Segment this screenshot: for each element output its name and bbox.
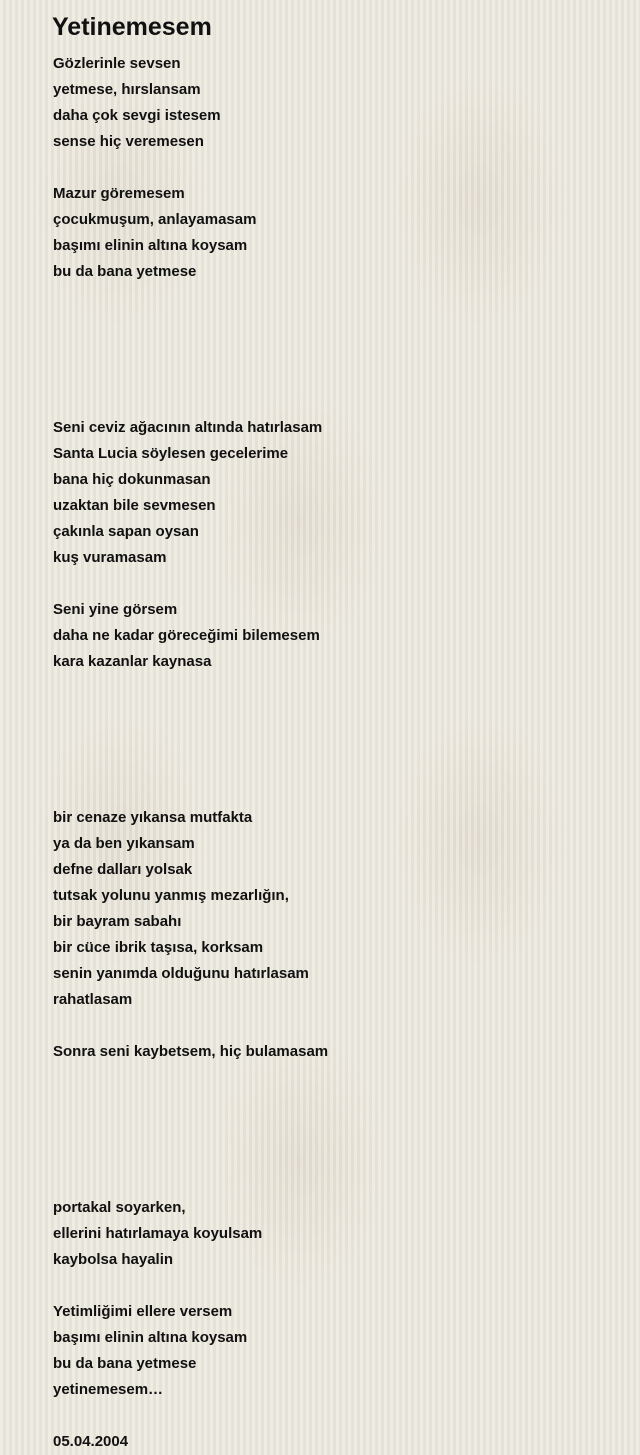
stanza-spacer	[53, 1169, 613, 1195]
stanza	[53, 1299, 613, 1403]
poem-title: Yetinemesem	[52, 13, 212, 41]
poem-line: çocukmuşum, anlayamasam	[53, 211, 257, 228]
stanza	[53, 597, 613, 675]
section-spacer	[53, 675, 613, 779]
poem-line: senin yanımda olduğunu hatırlasam	[53, 965, 309, 982]
poem-line: başımı elinin altına koysam	[53, 1329, 248, 1346]
poem-line: bana hiç dokunmasan	[53, 471, 211, 488]
poem-body	[53, 51, 613, 1455]
stanza-spacer	[53, 571, 613, 597]
date-stanza	[53, 1429, 613, 1455]
section-spacer	[53, 285, 613, 389]
stanza-spacer	[53, 389, 613, 415]
poem-line: başımı elinin altına koysam	[53, 237, 248, 254]
poem-line: çakınla sapan oysan	[53, 523, 199, 540]
stanza-spacer	[53, 1013, 613, 1039]
poem-line: Seni ceviz ağacının altında hatırlasam	[53, 419, 323, 436]
poem-line: Mazur göremesem	[53, 185, 185, 202]
poem-line: Sonra seni kaybetsem, hiç bulamasam	[53, 1043, 329, 1060]
poem-date: 05.04.2004	[53, 1433, 129, 1450]
stanza-spacer	[53, 155, 613, 181]
poem-line: Santa Lucia söylesen gecelerime	[53, 445, 289, 462]
poem-line: ellerini hatırlamaya koyulsam	[53, 1225, 263, 1242]
poem-line: Gözlerinle sevsen	[53, 55, 181, 72]
poem-line: sense hiç veremesen	[53, 133, 204, 150]
poem-line: bu da bana yetmese	[53, 1355, 197, 1372]
stanza	[53, 1039, 613, 1065]
poem-line: daha ne kadar göreceğimi bilemesem	[53, 627, 320, 644]
poem-line: Seni yine görsem	[53, 601, 178, 618]
stanza	[53, 805, 613, 1013]
poem-line: bu da bana yetmese	[53, 263, 197, 280]
poem-line: uzaktan bile sevmesen	[53, 497, 216, 514]
poem-line: tutsak yolunu yanmış mezarlığın,	[53, 887, 289, 904]
stanza-spacer	[53, 1273, 613, 1299]
stanza	[53, 1195, 613, 1273]
poem-line: bir cüce ibrik taşısa, korksam	[53, 939, 264, 956]
poem-line: Yetimliğimi ellere versem	[53, 1303, 233, 1320]
stanza	[53, 51, 613, 155]
poem-line: kuş vuramasam	[53, 549, 167, 566]
poem-line: kara kazanlar kaynasa	[53, 653, 212, 670]
poem-line: kaybolsa hayalin	[53, 1251, 174, 1268]
poem-line: defne dalları yolsak	[53, 861, 193, 878]
poem-line: ya da ben yıkansam	[53, 835, 195, 852]
poem-line: portakal soyarken,	[53, 1199, 186, 1216]
stanza-spacer	[53, 1403, 613, 1429]
poem-line: bir cenaze yıkansa mutfakta	[53, 809, 253, 826]
stanza	[53, 415, 613, 571]
stanza	[53, 181, 613, 285]
poem-line: yetmese, hırslansam	[53, 81, 201, 98]
poem-line: bir bayram sabahı	[53, 913, 182, 930]
stanza-spacer	[53, 779, 613, 805]
poem-line: yetinemesem…	[53, 1381, 164, 1398]
poem-line: daha çok sevgi istesem	[53, 107, 221, 124]
poem-line: rahatlasam	[53, 991, 133, 1008]
section-spacer	[53, 1065, 613, 1169]
